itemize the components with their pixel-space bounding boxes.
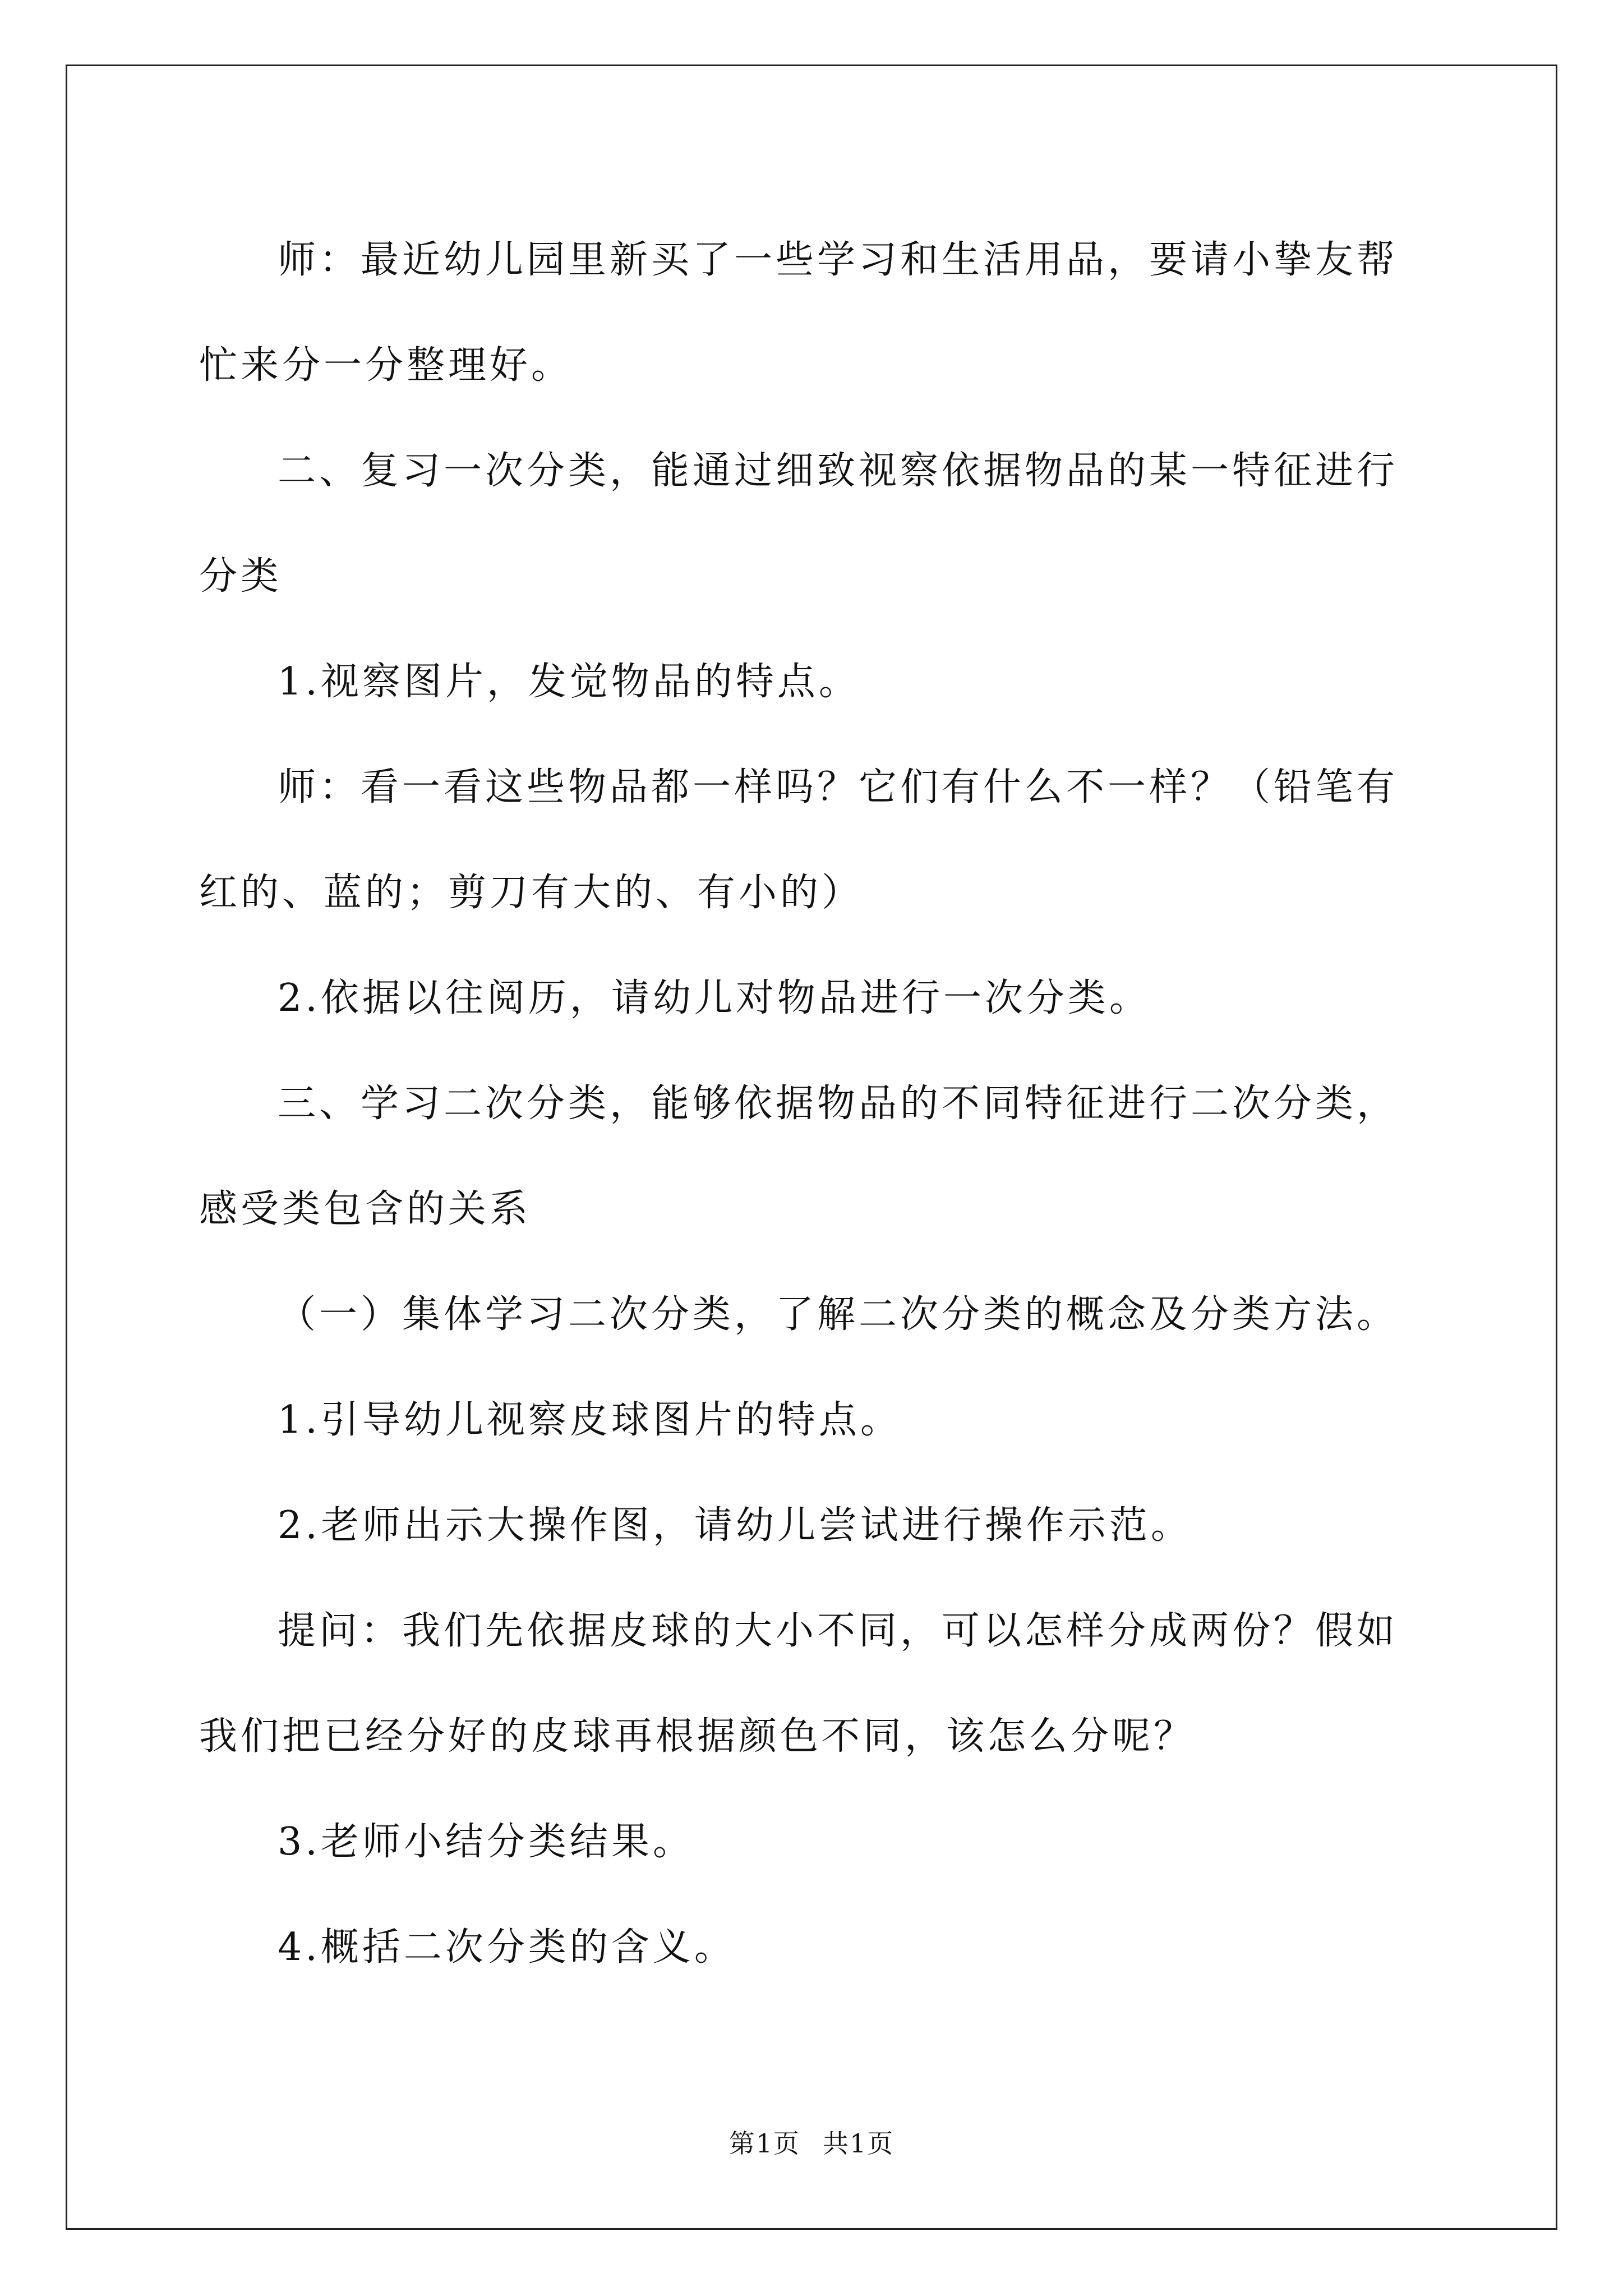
paragraph: 师：看一看这些物品都一样吗？它们有什么不一样？（铅笔有红的、蓝的；剪刀有大的、有小的） — [199, 765, 1399, 915]
paragraph: 师：最近幼儿园里新买了一些学习和生活用品，要请小挚友帮忙来分一分整理好。 — [199, 238, 1399, 388]
paragraph: 二、复习一次分类，能通过细致视察依据物品的某一特征进行分类 — [199, 449, 1399, 599]
page-number: 第1页 — [728, 2128, 800, 2159]
paragraph: 三、学习二次分类，能够依据物品的不同特征进行二次分类，感受类包含的关系 — [199, 1082, 1399, 1231]
paragraph: 4.概括二次分类的含义。 — [278, 1925, 736, 1970]
document-body — [199, 208, 1427, 2000]
page-count: 共1页 — [823, 2128, 895, 2159]
paragraph: 提问：我们先依据皮球的大小不同，可以怎样分成两份？假如我们把已经分好的皮球再根据颜色不同，该怎么分呢？ — [199, 1609, 1399, 1759]
paragraph: 1.引导幼儿视察皮球图片的特点。 — [278, 1398, 902, 1442]
paragraph: （一）集体学习二次分类，了解二次分类的概念及分类方法。 — [278, 1292, 1399, 1337]
page-footer — [0, 2123, 1623, 2160]
paragraph: 1.视察图片，发觉物品的特点。 — [278, 660, 860, 704]
paragraph: 2.依据以往阅历，请幼儿对物品进行一次分类。 — [278, 976, 1151, 1020]
paragraph: 3.老师小结分类结果。 — [278, 1820, 694, 1864]
paragraph: 2.老师出示大操作图，请幼儿尝试进行操作示范。 — [278, 1503, 1192, 1548]
